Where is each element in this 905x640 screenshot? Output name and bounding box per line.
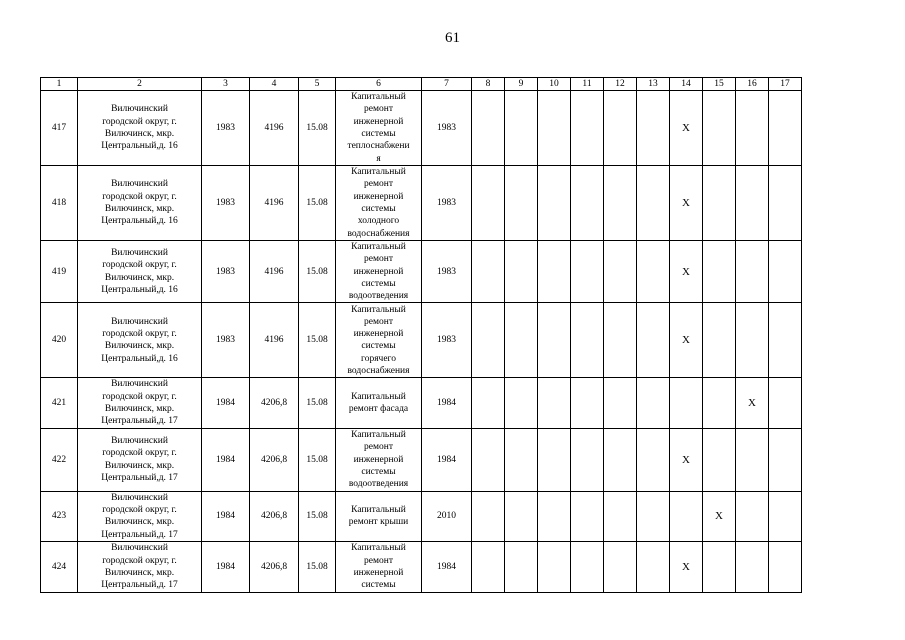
column-header: 3 [202, 78, 250, 91]
period-col-11-cell [571, 91, 604, 166]
ref-code-text: 15.08 [306, 397, 328, 408]
year-last-repair-cell [422, 428, 472, 491]
table-row [41, 428, 802, 491]
address-cell [78, 303, 202, 378]
work-type-cell [336, 428, 422, 491]
area-cell [250, 303, 299, 378]
work-type-cell [336, 378, 422, 428]
period-col-8-cell [472, 166, 505, 241]
period-col-11-cell [571, 541, 604, 592]
ref-code-cell [299, 303, 336, 378]
row-number-text: 417 [51, 122, 67, 133]
area-cell [250, 491, 299, 541]
period-mark: X [682, 334, 690, 347]
period-col-15-cell [703, 541, 736, 592]
work-type-text: Капитальный ремонт крыши [348, 504, 409, 528]
period-col-13-cell [637, 541, 670, 592]
column-header: 12 [604, 78, 637, 91]
address-text: Вилючинский городской округ, г. Вилючинск, мкр. Центральный,д. 16 [101, 179, 178, 227]
period-col-12-cell [604, 541, 637, 592]
period-col-14-cell [670, 428, 703, 491]
address-text: Вилючинский городской округ, г. Вилючинск, мкр. Центральный,д. 17 [101, 492, 178, 540]
period-col-11-cell [571, 428, 604, 491]
period-col-17-cell [769, 166, 802, 241]
year-built-cell [202, 491, 250, 541]
row-number-cell [41, 491, 78, 541]
period-mark: X [682, 265, 690, 278]
address-cell [78, 91, 202, 166]
column-header: 4 [250, 78, 299, 91]
ref-code-cell [299, 428, 336, 491]
ref-code-cell [299, 241, 336, 303]
year-last-repair-text: 1984 [437, 454, 456, 465]
year-built-text: 1983 [216, 335, 235, 346]
period-col-13-cell [637, 378, 670, 428]
area-cell [250, 91, 299, 166]
period-col-17-cell [769, 303, 802, 378]
work-type-cell [336, 541, 422, 592]
period-col-17-cell [769, 491, 802, 541]
row-number-text: 422 [51, 454, 67, 465]
ref-code-cell [299, 541, 336, 592]
area-cell [250, 428, 299, 491]
period-col-13-cell [637, 428, 670, 491]
table-row [41, 241, 802, 303]
period-col-10-cell [538, 378, 571, 428]
work-type-text: Капитальный ремонт инженерной системы [351, 543, 406, 591]
period-col-8-cell [472, 378, 505, 428]
period-col-16-cell [736, 378, 769, 428]
work-type-text: Капитальный ремонт инженерной системы водоотведения [348, 242, 409, 302]
period-col-17-cell [769, 378, 802, 428]
area-cell [250, 166, 299, 241]
address-text: Вилючинский городской округ, г. Вилючинск, мкр. Центральный,д. 16 [101, 104, 178, 152]
period-col-8-cell [472, 303, 505, 378]
area-text: 4196 [264, 335, 284, 346]
column-header: 8 [472, 78, 505, 91]
period-col-16-cell [736, 428, 769, 491]
row-number-cell [41, 541, 78, 592]
period-col-17-cell [769, 428, 802, 491]
year-last-repair-text: 1983 [437, 197, 456, 208]
period-col-15-cell [703, 241, 736, 303]
row-number-text: 423 [51, 511, 67, 522]
year-built-text: 1983 [216, 197, 235, 208]
work-type-text: Капитальный ремонт инженерной системы холодного водоснабжения [347, 167, 410, 239]
year-last-repair-text: 1984 [437, 397, 456, 408]
period-col-14-cell [670, 166, 703, 241]
period-col-8-cell [472, 491, 505, 541]
column-header: 17 [769, 78, 802, 91]
period-col-10-cell [538, 491, 571, 541]
year-last-repair-text: 1984 [437, 561, 456, 572]
address-cell [78, 166, 202, 241]
row-number-cell [41, 303, 78, 378]
period-col-15-cell [703, 491, 736, 541]
area-text: 4206,8 [260, 454, 288, 465]
ref-code-cell [299, 491, 336, 541]
year-last-repair-text: 2010 [437, 511, 456, 522]
period-col-16-cell [736, 491, 769, 541]
year-last-repair-cell [422, 303, 472, 378]
row-number-cell [41, 91, 78, 166]
period-col-12-cell [604, 91, 637, 166]
period-col-15-cell [703, 166, 736, 241]
address-cell [78, 428, 202, 491]
period-col-9-cell [505, 241, 538, 303]
address-text: Вилючинский городской округ, г. Вилючинск, мкр. Центральный,д. 16 [101, 316, 178, 364]
period-col-10-cell [538, 91, 571, 166]
year-built-text: 1984 [216, 511, 235, 522]
row-number-cell [41, 428, 78, 491]
column-header: 9 [505, 78, 538, 91]
address-cell [78, 541, 202, 592]
table-row [41, 303, 802, 378]
area-cell [250, 378, 299, 428]
area-text: 4206,8 [260, 561, 288, 572]
period-col-12-cell [604, 166, 637, 241]
year-last-repair-cell [422, 91, 472, 166]
year-last-repair-cell [422, 491, 472, 541]
period-col-12-cell [604, 241, 637, 303]
table-row [41, 166, 802, 241]
column-header: 14 [670, 78, 703, 91]
column-header: 2 [78, 78, 202, 91]
row-number-text: 420 [51, 335, 67, 346]
period-mark: X [715, 510, 723, 523]
period-mark: X [748, 396, 756, 409]
address-text: Вилючинский городской округ, г. Вилючинск, мкр. Центральный,д. 17 [101, 379, 178, 427]
period-col-16-cell [736, 241, 769, 303]
area-cell [250, 541, 299, 592]
period-col-15-cell [703, 378, 736, 428]
period-col-13-cell [637, 303, 670, 378]
ref-code-text: 15.08 [306, 454, 328, 465]
ref-code-cell [299, 91, 336, 166]
address-cell [78, 491, 202, 541]
period-col-9-cell [505, 428, 538, 491]
year-built-text: 1984 [216, 561, 235, 572]
work-type-cell [336, 241, 422, 303]
period-mark: X [682, 196, 690, 209]
address-cell [78, 378, 202, 428]
work-type-cell [336, 491, 422, 541]
row-number-cell [41, 241, 78, 303]
period-col-14-cell [670, 491, 703, 541]
year-built-cell [202, 241, 250, 303]
period-col-16-cell [736, 166, 769, 241]
work-type-text: Капитальный ремонт инженерной системы водоотведения [348, 429, 409, 490]
address-text: Вилючинский городской округ, г. Вилючинск, мкр. Центральный,д. 17 [101, 436, 178, 483]
period-col-8-cell [472, 541, 505, 592]
year-last-repair-text: 1983 [437, 122, 456, 133]
year-last-repair-text: 1983 [437, 266, 456, 277]
address-text: Вилючинский городской округ, г. Вилючинск, мкр. Центральный,д. 17 [101, 543, 178, 591]
period-col-14-cell [670, 541, 703, 592]
area-text: 4196 [264, 122, 284, 133]
year-last-repair-cell [422, 541, 472, 592]
year-built-cell [202, 428, 250, 491]
period-col-10-cell [538, 303, 571, 378]
period-col-14-cell [670, 303, 703, 378]
period-col-16-cell [736, 303, 769, 378]
year-built-text: 1984 [216, 454, 235, 465]
period-col-9-cell [505, 91, 538, 166]
row-number-cell [41, 378, 78, 428]
row-number-text: 424 [51, 561, 67, 572]
period-col-12-cell [604, 378, 637, 428]
ref-code-cell [299, 166, 336, 241]
ref-code-text: 15.08 [306, 335, 328, 346]
year-built-text: 1983 [216, 266, 235, 277]
page-number: 61 [445, 30, 460, 46]
work-type-cell [336, 91, 422, 166]
year-last-repair-cell [422, 166, 472, 241]
row-number-cell [41, 166, 78, 241]
period-col-13-cell [637, 491, 670, 541]
year-built-text: 1983 [216, 122, 235, 133]
column-header: 7 [422, 78, 472, 91]
period-col-16-cell [736, 91, 769, 166]
column-header: 16 [736, 78, 769, 91]
year-built-cell [202, 166, 250, 241]
column-header: 6 [336, 78, 422, 91]
period-col-9-cell [505, 378, 538, 428]
work-type-cell [336, 303, 422, 378]
period-col-11-cell [571, 491, 604, 541]
period-mark: X [682, 453, 690, 466]
year-built-cell [202, 303, 250, 378]
row-number-text: 419 [51, 266, 67, 277]
period-col-9-cell [505, 303, 538, 378]
period-col-11-cell [571, 378, 604, 428]
year-last-repair-cell [422, 378, 472, 428]
column-header: 11 [571, 78, 604, 91]
year-built-text: 1984 [216, 397, 235, 408]
table-row [41, 91, 802, 166]
period-col-10-cell [538, 541, 571, 592]
period-col-8-cell [472, 91, 505, 166]
period-col-10-cell [538, 241, 571, 303]
ref-code-text: 15.08 [306, 197, 328, 208]
area-text: 4206,8 [260, 511, 288, 522]
address-cell [78, 241, 202, 303]
work-type-text: Капитальный ремонт инженерной системы горячего водоснабжения [347, 304, 410, 377]
column-header: 13 [637, 78, 670, 91]
period-col-13-cell [637, 166, 670, 241]
ref-code-text: 15.08 [306, 511, 328, 522]
period-col-15-cell [703, 91, 736, 166]
area-text: 4196 [264, 266, 284, 277]
column-header: 1 [41, 78, 78, 91]
period-mark: X [682, 560, 690, 573]
period-col-16-cell [736, 541, 769, 592]
period-col-17-cell [769, 541, 802, 592]
period-col-9-cell [505, 166, 538, 241]
ref-code-cell [299, 378, 336, 428]
work-type-text: Капитальный ремонт инженерной системы теплоснабжени я [347, 92, 410, 164]
area-text: 4206,8 [260, 397, 288, 408]
table-row [41, 541, 802, 592]
period-mark: X [682, 121, 690, 134]
period-col-15-cell [703, 303, 736, 378]
header-row [41, 78, 802, 91]
column-header: 5 [299, 78, 336, 91]
area-cell [250, 241, 299, 303]
ref-code-text: 15.08 [306, 266, 328, 277]
period-col-12-cell [604, 491, 637, 541]
period-col-13-cell [637, 241, 670, 303]
row-number-text: 418 [51, 197, 67, 208]
ref-code-text: 15.08 [306, 122, 328, 133]
table-row [41, 491, 802, 541]
period-col-8-cell [472, 241, 505, 303]
work-type-text: Капитальный ремонт фасада [348, 391, 409, 415]
period-col-12-cell [604, 428, 637, 491]
year-built-cell [202, 541, 250, 592]
period-col-12-cell [604, 303, 637, 378]
row-number-text: 421 [51, 397, 67, 408]
period-col-14-cell [670, 91, 703, 166]
period-col-14-cell [670, 378, 703, 428]
period-col-15-cell [703, 428, 736, 491]
address-text: Вилючинский городской округ, г. Вилючинск, мкр. Центральный,д. 16 [101, 248, 178, 296]
column-header: 10 [538, 78, 571, 91]
period-col-10-cell [538, 166, 571, 241]
period-col-17-cell [769, 241, 802, 303]
table-row [41, 378, 802, 428]
period-col-10-cell [538, 428, 571, 491]
works-table [40, 77, 802, 593]
work-type-cell [336, 166, 422, 241]
period-col-14-cell [670, 241, 703, 303]
year-last-repair-text: 1983 [437, 335, 456, 346]
period-col-8-cell [472, 428, 505, 491]
period-col-11-cell [571, 166, 604, 241]
year-built-cell [202, 91, 250, 166]
area-text: 4196 [264, 197, 284, 208]
period-col-17-cell [769, 91, 802, 166]
year-built-cell [202, 378, 250, 428]
year-last-repair-cell [422, 241, 472, 303]
ref-code-text: 15.08 [306, 561, 328, 572]
period-col-11-cell [571, 303, 604, 378]
period-col-9-cell [505, 541, 538, 592]
period-col-9-cell [505, 491, 538, 541]
period-col-11-cell [571, 241, 604, 303]
column-header: 15 [703, 78, 736, 91]
period-col-13-cell [637, 91, 670, 166]
